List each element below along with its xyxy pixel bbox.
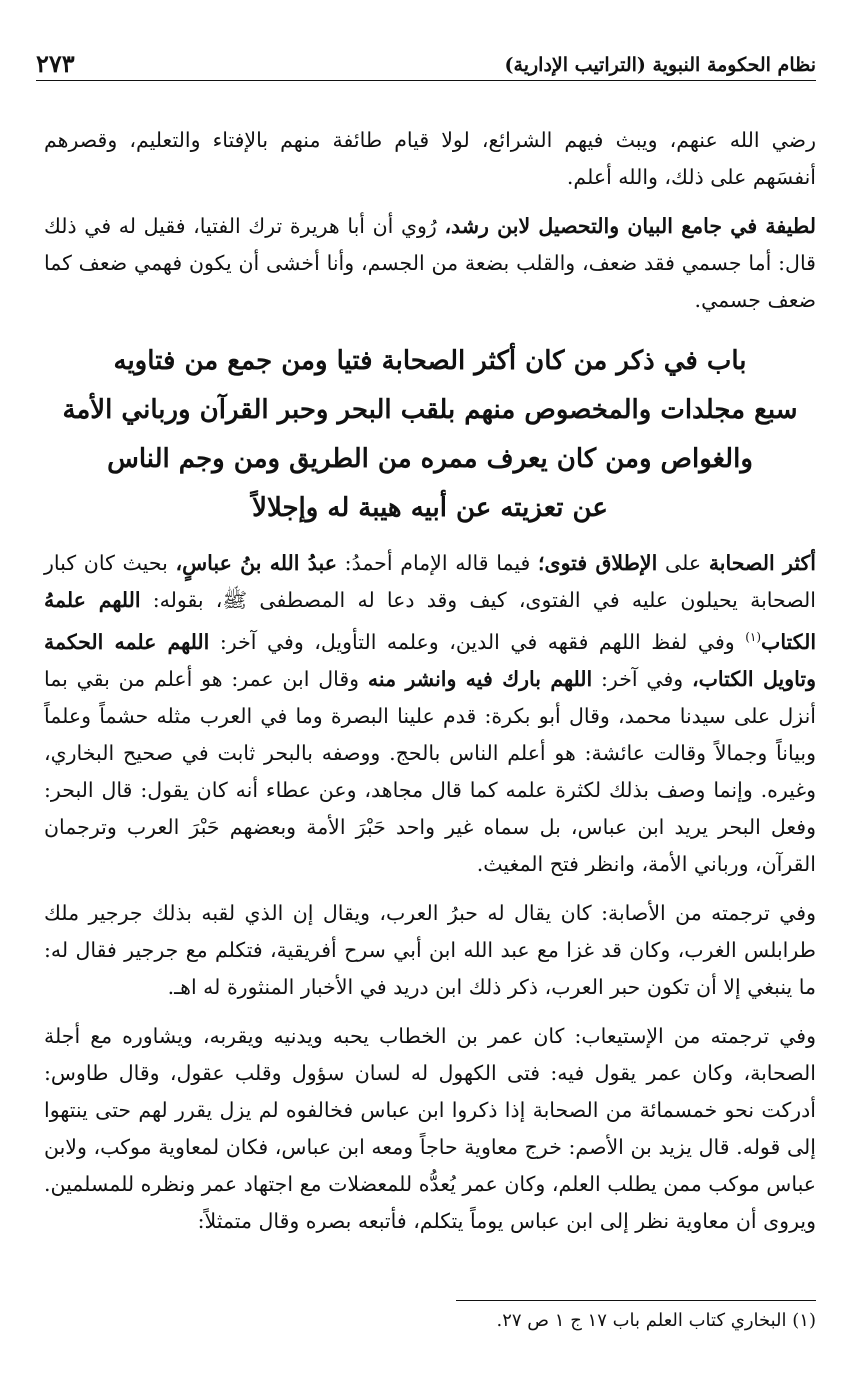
bold-phrase: الإطلاق فتوى؛ [538,551,658,575]
paragraph-text: وفي لفظ اللهم فقهه في الدين، وعلمه التأويل، وفي آخر: [209,629,746,654]
chapter-heading-line: عن تعزيته عن أبيه هيبة له وإجلالاً [252,493,608,523]
paragraph [44,208,816,319]
bold-phrase: اللهم علمهُ الكتاب [44,588,817,654]
paragraph: وفي ترجمته من الأصابة: كان يقال له حبرُ العرب، ويقال إن الذي لقبه بذلك جرجير ملك طرابلس الغرب، وكان قد غزا مع عبد الله ابن أبي سرح أفريقية، فتكلم مع جرجير فقال له: ما ينبغي إلا أن تكون حبر العرب، ذكر ذلك ابن دريد في الأخبار المنثورة له اهـ. [44,900,816,999]
chapter-heading-line: والغواص ومن كان يعرف ممره من الطريق ومن وجم الناس [107,444,753,474]
paragraph: وفي ترجمته من الإستيعاب: كان عمر بن الخطاب يحبه ويدنيه ويقربه، ويشاوره مع أجلة الصحابة، وكان عمر يقول فيه: فتى الكهول له لسان سؤول وقلب عقول، وقال طاوس: أدركت نحو خمسمائة من الصحابة إذا ذكروا ابن عباس فخالفوه لم يزل يقرر لهم حتى ينتهوا إلى قوله. قال يزيد بن الأصم: خرج معاوية حاجاً ومعه ابن عباس، فكان لمعاوية موكب، ولابن عباس موكب ممن يطلب العلم، وكان عمر يُعدُّه للمعضلات مع اجتهاد عمر ونظره للمسلمين. ويروى أن معاوية نظر إلى ابن عباس يوماً يتكلم، فأتبعه بصره وقال متمثلاً: [44,1023,816,1233]
chapter-heading [44,337,816,533]
paragraph-text: رُوي أن أبا هريرة ترك الفتيا، فقيل له في ذلك قال: أما جسمي فقد ضعف، والقلب بضعة من الجسم، وأنا أخشى أن يكون فهمي ضعف كما ضعف جسمي. [44,214,816,312]
paragraph-text: على [657,551,709,575]
bold-phrase: لطيفة في جامع البيان والتحصيل لابن رشد، [444,214,816,238]
footnotes [44,1300,816,1337]
footnote: (١) البخاري كتاب العلم باب ١٧ ج ١ ص ٢٧. [496,1310,816,1331]
bold-phrase: اللهم بارك فيه وانشر منه [367,666,593,691]
paragraph-text: وفي آخر: [592,666,692,691]
chapter-heading-line: باب في ذكر من كان أكثر الصحابة فتيا ومن جمع من فتاويه [113,346,747,376]
bold-phrase: اللهم علمه الحكمة وتاويل الكتاب، [44,629,817,691]
running-title: نظام الحكومة النبوية (التراتيب الإدارية) [504,54,816,76]
footnote-marker[interactable]: (١) [745,630,762,644]
paragraph-text: وقال ابن عمر: هو أعلم من بقي بما أنزل على سيدنا محمد، وقال أبو بكرة: قدم علينا البصرة وما في العرب مثله حشماً وعلماً وبياناً وجمالاً وقالت عائشة: هو أعلم الناس بالحج. ووصفه بالبحر ثابت في صحيح البخاري، وغيره. وإنما وصف بذلك لكثرة علمه كما قال مجاهد، وعن عطاء أنه كان يقول: قال البحر: وفعل البحر يريد ابن عباس، بل سماه غير واحد حَبْرَ الأمة وبعضهم حَبْرَ العرب وترجمان القرآن، ورباني الأمة، وانظر فتح المغيث. [44,666,817,876]
paragraph [44,545,816,883]
bold-phrase: عبدُ الله بنُ عباسٍ، [175,551,337,575]
page-header [36,40,816,81]
footnote-rule [456,1300,816,1301]
paragraph: رضي الله عنهم، ويبث فيهم الشرائع، لولا قيام طائفة منهم بالإفتاء والتعليم، وقصرهم أنفسَهم على ذلك، والله أعلم. [44,128,816,189]
page-body [44,122,816,1240]
paragraph-text: فيما قاله الإمام أحمدُ: [336,551,539,575]
paragraph-text: بحيث كان كبار الصحابة يحيلون عليه في الفتوى، كيف وقد دعا له المصطفى ﷺ، بقوله: [44,551,816,612]
page-number: ٢٧٣ [36,49,75,78]
chapter-heading-line: سبع مجلدات والمخصوص منهم بلقب البحر وحبر القرآن ورباني الأمة [62,395,798,425]
bold-phrase: أكثر الصحابة [708,551,816,575]
